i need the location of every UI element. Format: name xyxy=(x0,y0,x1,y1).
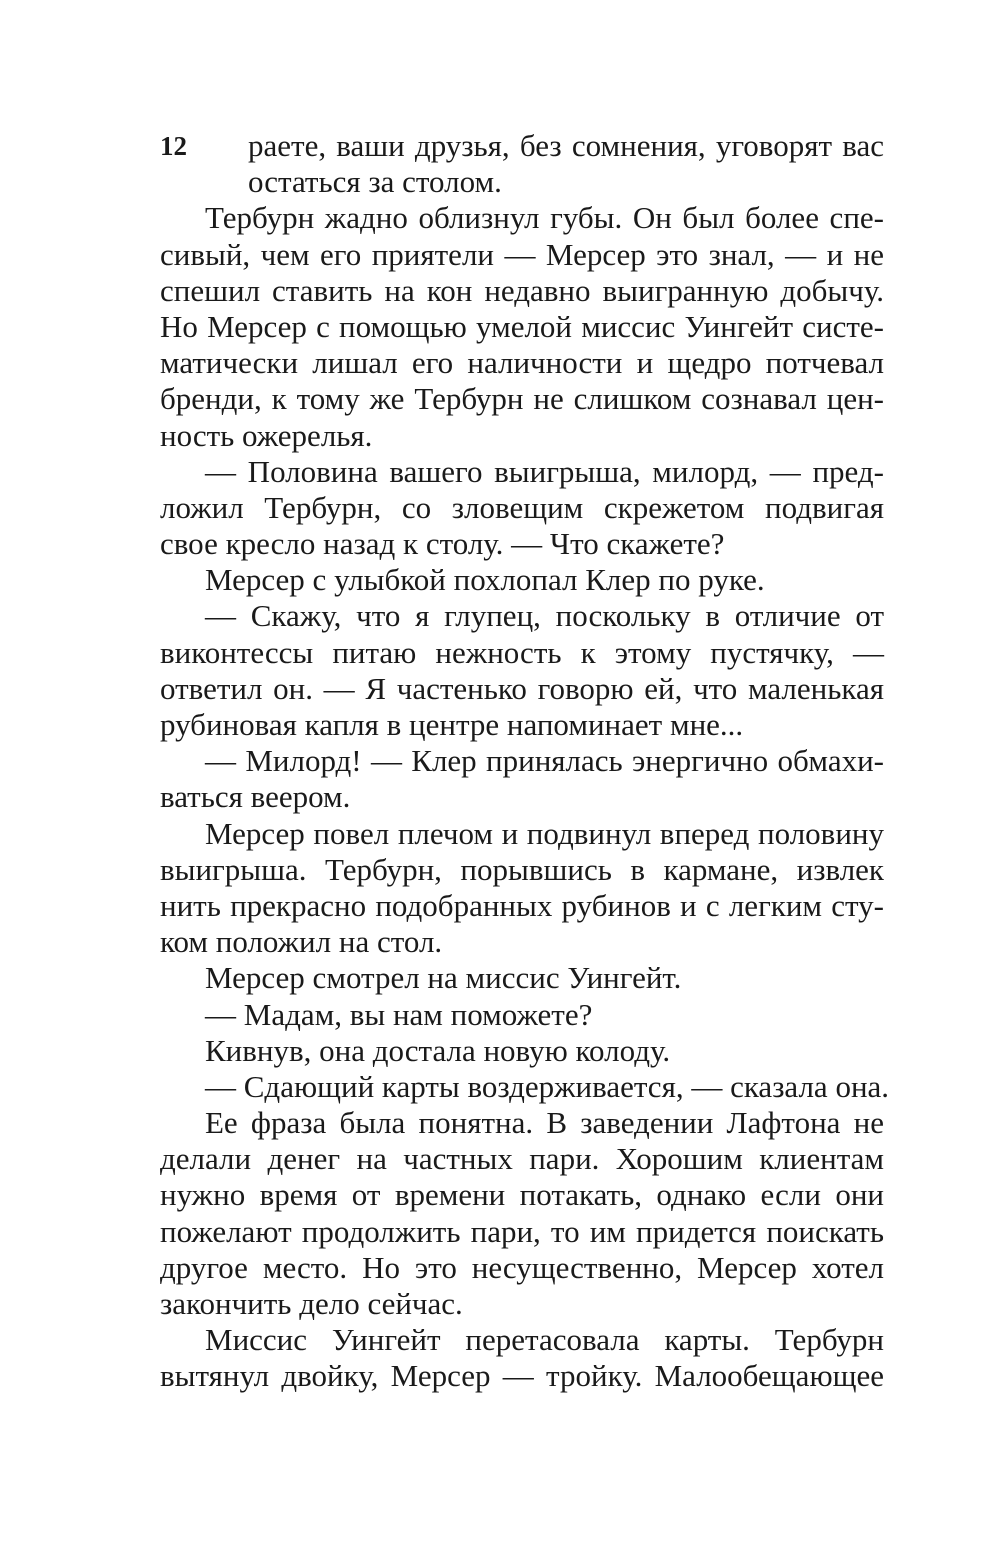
text-line: Тербурн жадно облизнул губы. Он был более спе- xyxy=(205,200,884,236)
text-line: спешил ставить на кон недавно выигранную добычу. xyxy=(160,272,884,308)
text-line: раете, ваши друзья, без сомнения, уговорят вас xyxy=(248,128,884,163)
text-line: сивый, чем его приятели — Мерсер это знал, — и не xyxy=(160,236,884,272)
text-line: вытянул двойку, Мерсер — тройку. Малообещающее xyxy=(160,1358,884,1394)
text-line: остаться за столом. xyxy=(248,164,502,200)
text-line: нить прекрасно подобранных рубинов и с легким сту- xyxy=(160,887,884,923)
text-line: закончить дело сейчас. xyxy=(160,1286,463,1321)
text-line: — Милорд! — Клер принялась энергично обмахи- xyxy=(205,743,884,779)
text-line: матически лишал его наличности и щедро потчевал xyxy=(160,345,884,381)
text-line: ком положил на стол. xyxy=(160,924,443,960)
body-text xyxy=(160,128,890,1395)
text-line: Мерсер смотрел на миссис Уингейт. xyxy=(205,960,682,996)
text-line: Кивнув, она достала новую колоду. xyxy=(205,1032,671,1068)
text-line: — Половина вашего выигрыша, милорд, — пред- xyxy=(205,453,884,489)
text-line: Ее фраза была понятна. В заведении Лафтона не xyxy=(205,1105,884,1141)
text-line: делали денег на частных пари. Хорошим клиентам xyxy=(160,1141,884,1177)
text-line: — Скажу, что я глупец, поскольку в отличие от xyxy=(205,598,884,634)
page-number: 12 xyxy=(160,131,187,161)
text-line: — Сдающий карты воздерживается, — сказала она. xyxy=(205,1068,890,1104)
text-line: — Мадам, вы нам поможете? xyxy=(205,996,593,1032)
text-line: бренди, к тому же Тербурн не слишком сознавал цен- xyxy=(160,381,884,417)
text-line: Миссис Уингейт перетасовала карты. Тербурн xyxy=(205,1322,884,1358)
text-line: Мерсер с улыбкой похлопал Клер по руке. xyxy=(205,562,765,598)
text-line: Но Мерсер с помощью умелой миссис Уингейт систе- xyxy=(160,308,884,344)
text-line: Мерсер повел плечом и подвинул вперед половину xyxy=(205,815,884,851)
text-line: ответил он. — Я частенько говорю ей, что маленькая xyxy=(160,670,884,706)
text-line: выигрыша. Тербурн, порывшись в кармане, извлек xyxy=(160,851,884,887)
text-line: пожелают продолжить пари, то им придется поискать xyxy=(160,1213,884,1249)
text-line: виконтессы питаю нежность к этому пустячку, — xyxy=(160,634,884,670)
text-line: другое место. Но это несущественно, Мерсер хотел xyxy=(160,1249,884,1285)
text-line: ложил Тербурн, со зловещим скрежетом подвигая xyxy=(160,489,884,525)
text-line: ваться веером. xyxy=(160,779,351,815)
text-line: нужно время от времени потакать, однако если они xyxy=(160,1177,884,1213)
text-line: свое кресло назад к столу. — Что скажете? xyxy=(160,526,725,562)
text-line: рубиновая капля в центре напоминает мне... xyxy=(160,707,744,742)
text-line: ность ожерелья. xyxy=(160,417,373,453)
